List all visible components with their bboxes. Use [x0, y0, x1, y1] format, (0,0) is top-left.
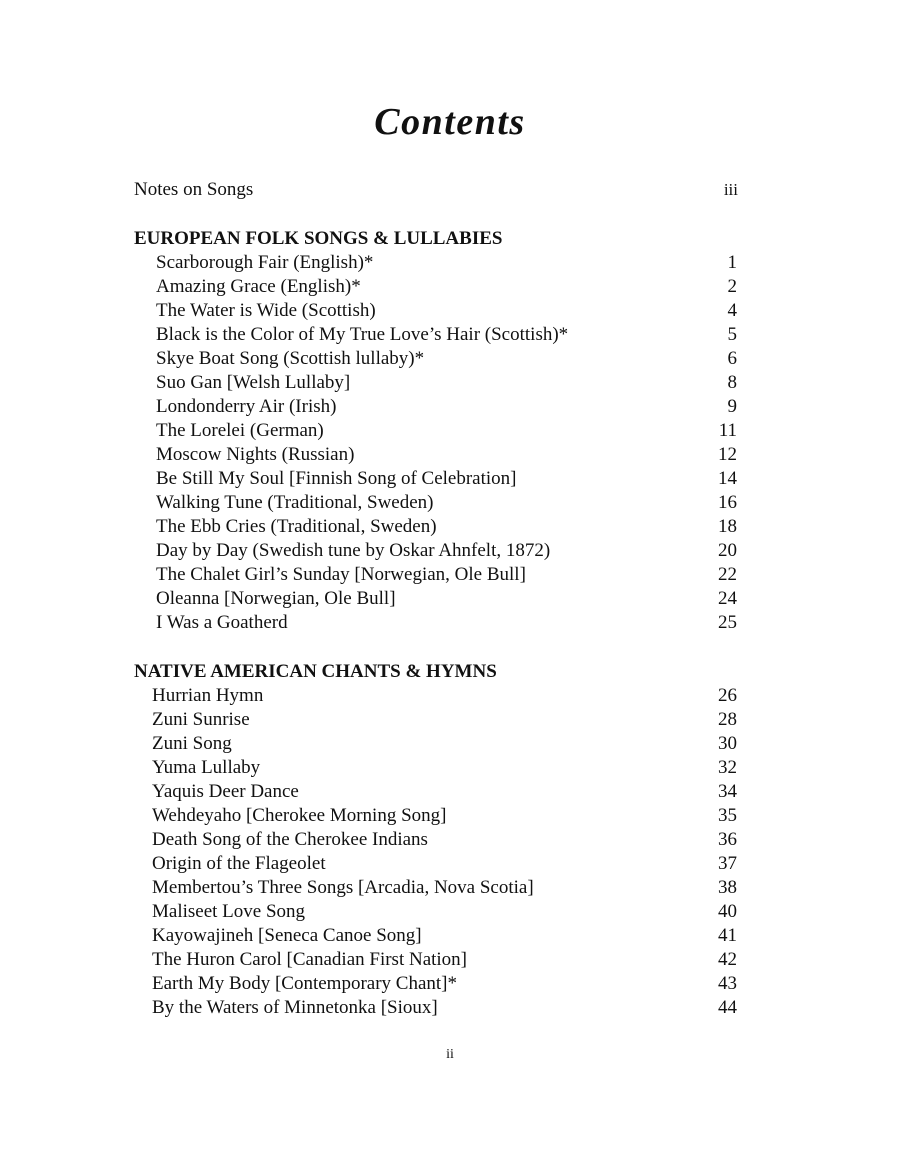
toc-entry-page: 2	[727, 276, 737, 297]
toc-entry-label: Maliseet Love Song	[152, 901, 306, 922]
toc-entry-page: 4	[727, 300, 737, 321]
toc-entry[interactable]	[0, 515, 900, 539]
toc-entry[interactable]	[0, 972, 900, 996]
toc-entry-label: Kayowajineh [Seneca Canoe Song]	[152, 925, 422, 946]
toc-entry-label: Membertou’s Three Songs [Arcadia, Nova Scotia]	[152, 877, 534, 898]
toc-entry-page: 43	[718, 973, 737, 994]
toc-entry[interactable]	[0, 539, 900, 563]
toc-entry-label: Hurrian Hymn	[152, 685, 264, 706]
page-number: ii	[446, 1047, 454, 1062]
toc-entry-page: 36	[718, 829, 737, 850]
toc-entry-label: Black is the Color of My True Love’s Hair (Scottish)*	[156, 324, 569, 345]
toc-entry-page: 22	[718, 564, 737, 585]
toc-entry[interactable]	[0, 419, 900, 443]
toc-entry[interactable]	[0, 900, 900, 924]
toc-entry[interactable]	[0, 684, 900, 708]
toc-entry[interactable]	[0, 443, 900, 467]
toc-entry[interactable]	[0, 395, 900, 419]
toc-entry-label: By the Waters of Minnetonka [Sioux]	[152, 997, 438, 1018]
toc-entry-page: 18	[718, 516, 737, 537]
toc-entry-label: Oleanna [Norwegian, Ole Bull]	[156, 588, 396, 609]
section-heading-european: EUROPEAN FOLK SONGS & LULLABIES	[134, 228, 503, 249]
toc-entry-page: 26	[718, 685, 737, 706]
toc-entry-page: 37	[718, 853, 737, 874]
toc-entry[interactable]	[0, 924, 900, 948]
toc-entry-page: 6	[727, 348, 737, 369]
toc-entry-label: The Water is Wide (Scottish)	[156, 300, 376, 321]
toc-entry-label: Amazing Grace (English)*	[156, 276, 361, 297]
toc-entry-page: 35	[718, 805, 737, 826]
toc-entry-label: Notes on Songs	[134, 179, 254, 200]
toc-entry-page: 30	[718, 733, 737, 754]
toc-entry-page: 25	[718, 612, 737, 633]
toc-entry-label: Be Still My Soul [Finnish Song of Celebration]	[156, 468, 517, 489]
toc-entry[interactable]	[0, 275, 900, 299]
toc-entry-page: 14	[718, 468, 737, 489]
toc-entry-label: Wehdeyaho [Cherokee Morning Song]	[152, 805, 447, 826]
toc-entry-page: 42	[718, 949, 737, 970]
toc-entry-label: Day by Day (Swedish tune by Oskar Ahnfelt, 1872)	[156, 540, 551, 561]
toc-entry[interactable]	[0, 996, 900, 1020]
toc-entry-page: 11	[718, 420, 737, 441]
toc-entry[interactable]	[0, 732, 900, 756]
toc-entry-page: 1	[727, 252, 737, 273]
toc-entry-page: 16	[718, 492, 737, 513]
toc-entry[interactable]	[0, 780, 900, 804]
toc-entry-page: 32	[718, 757, 737, 778]
toc-entry[interactable]	[0, 299, 900, 323]
toc-entry-page: 34	[718, 781, 737, 802]
toc-entry[interactable]	[0, 563, 900, 587]
toc-entry[interactable]	[0, 948, 900, 972]
toc-entry-page: 9	[727, 396, 737, 417]
toc-entry-label: Scarborough Fair (English)*	[156, 252, 374, 273]
toc-entry[interactable]	[0, 852, 900, 876]
toc-entry-page: 44	[718, 997, 737, 1018]
toc-entry-label: Yaquis Deer Dance	[152, 781, 299, 802]
toc-entry-page: 41	[718, 925, 737, 946]
toc-entry-label: Walking Tune (Traditional, Sweden)	[156, 492, 434, 513]
toc-entry-page: 38	[718, 877, 737, 898]
toc-entry-label: Londonderry Air (Irish)	[156, 396, 337, 417]
toc-entry-label: Moscow Nights (Russian)	[156, 444, 355, 465]
toc-entry-label: Suo Gan [Welsh Lullaby]	[156, 372, 351, 393]
toc-entry[interactable]	[0, 828, 900, 852]
toc-entry-page: 24	[718, 588, 737, 609]
toc-entry-page: 40	[718, 901, 737, 922]
toc-entry[interactable]	[0, 323, 900, 347]
toc-entry-label: Origin of the Flageolet	[152, 853, 326, 874]
toc-entry-label: Skye Boat Song (Scottish lullaby)*	[156, 348, 425, 369]
toc-entry-page: 12	[718, 444, 737, 465]
toc-entry[interactable]	[0, 756, 900, 780]
toc-entry[interactable]	[0, 371, 900, 395]
toc-entry[interactable]	[0, 708, 900, 732]
toc-entry[interactable]	[0, 804, 900, 828]
toc-entry[interactable]	[0, 491, 900, 515]
toc-entry-label: Zuni Sunrise	[152, 709, 250, 730]
toc-entry-page: 28	[718, 709, 737, 730]
toc-entry[interactable]	[0, 347, 900, 371]
toc-entry-label: I Was a Goatherd	[156, 612, 288, 633]
toc-entry-page: 5	[727, 324, 737, 345]
page-title: Contents	[374, 101, 526, 143]
toc-entry-label: The Chalet Girl’s Sunday [Norwegian, Ole Bull]	[156, 564, 526, 585]
toc-entry[interactable]	[0, 251, 900, 275]
toc-entry-page: 20	[718, 540, 737, 561]
toc-entry-notes[interactable]	[0, 178, 900, 202]
toc-entry-label: Death Song of the Cherokee Indians	[152, 829, 428, 850]
toc-entry[interactable]	[0, 587, 900, 611]
toc-entry[interactable]	[0, 876, 900, 900]
toc-entry-label: Earth My Body [Contemporary Chant]*	[152, 973, 458, 994]
section-heading-native-american: NATIVE AMERICAN CHANTS & HYMNS	[134, 661, 497, 682]
toc-entry-label: The Lorelei (German)	[156, 420, 324, 441]
toc-entry-page: iii	[723, 180, 738, 199]
toc-entry[interactable]	[0, 611, 900, 635]
toc-entry-label: Yuma Lullaby	[152, 757, 261, 778]
toc-entry[interactable]	[0, 467, 900, 491]
toc-entry-label: The Huron Carol [Canadian First Nation]	[152, 949, 468, 970]
toc-entry-label: The Ebb Cries (Traditional, Sweden)	[156, 516, 437, 537]
toc-entry-page: 8	[727, 372, 737, 393]
toc-entry-label: Zuni Song	[152, 733, 232, 754]
